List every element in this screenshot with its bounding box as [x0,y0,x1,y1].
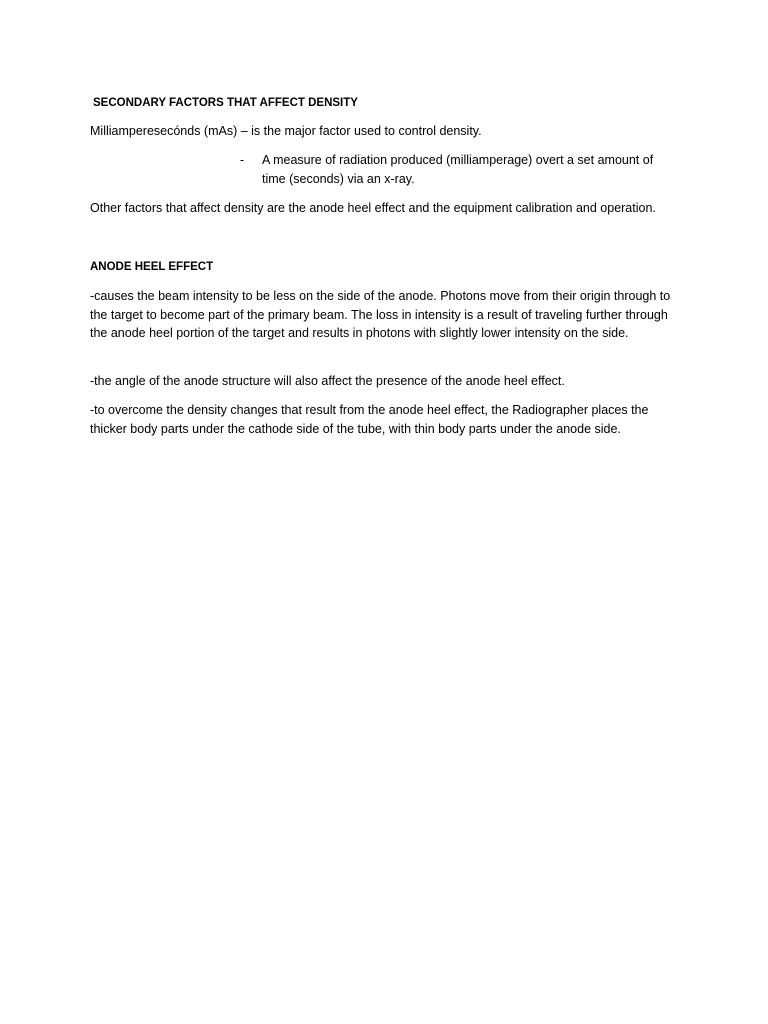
section-heading-anode-heel-effect: ANODE HEEL EFFECT [90,261,214,273]
anode-heel-intensity-paragraph: -causes the beam intensity to be less on the side of the anode. Photons move from their origin through to the target to become part of the primary beam. The loss in intensity is a result of traveling further through the anode heel portion of the target and results in photons with slightly lower intensity on the side. [90,289,671,340]
other-factors-paragraph: Other factors that affect density are the anode heel effect and the equipment calibration and operation. [90,201,656,215]
section-heading-secondary-factors: SECONDARY FACTORS THAT AFFECT DENSITY [93,97,358,109]
bullet-marker: - [240,153,245,167]
overcome-density-paragraph: -to overcome the density changes that result from the anode heel effect, the Radiographer places the thicker body parts under the cathode side of the tube, with thin body parts under the anode side. [90,403,649,436]
bullet-text: A measure of radiation produced (milliamperage) overt a set amount of time (seconds) via an x-ray. [262,153,654,186]
mas-definition-paragraph: Milliamperesecónds (mAs) – is the major factor used to control density. [90,124,482,138]
anode-angle-paragraph: -the angle of the anode structure will also affect the presence of the anode heel effect. [90,374,565,388]
